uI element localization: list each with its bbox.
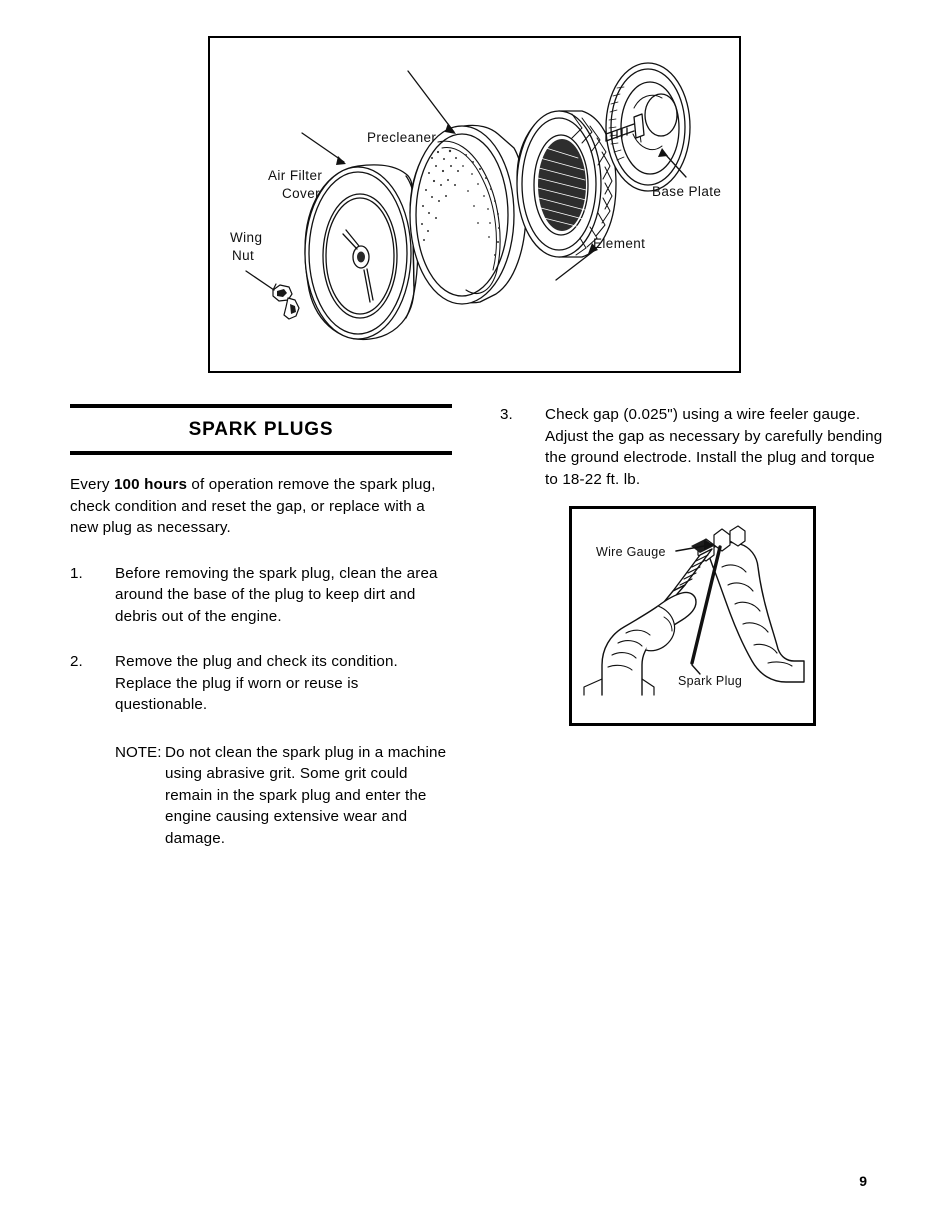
intro-bold-interval: 100 hours (113, 476, 188, 493)
left-column (70, 404, 452, 849)
air-filter-cover-part (305, 165, 418, 340)
list-item (500, 404, 890, 490)
right-column (500, 404, 890, 490)
label-wire-gauge: Wire Gauge (596, 545, 666, 559)
air-filter-diagram-frame (208, 36, 741, 373)
spark-plug-leader (692, 665, 700, 674)
wing-nut-leader (246, 271, 274, 290)
label-base-plate: Base Plate (652, 184, 722, 199)
list-item-number: 2. (70, 653, 83, 670)
wing-nut-part (273, 284, 299, 319)
label-element: Element (593, 236, 646, 251)
list-item (70, 563, 452, 628)
intro-paragraph (70, 474, 452, 539)
list-item-number: 3. (500, 406, 513, 423)
page-title: SPARK PLUGS (188, 419, 334, 440)
air-filter-exploded-view-drawing (210, 38, 739, 371)
intro-text-before-bold: Every (70, 476, 114, 493)
precleaner-part (410, 125, 526, 304)
right-hand (708, 542, 804, 682)
heading-rule-top (70, 404, 452, 408)
note-label: NOTE: (115, 743, 162, 761)
label-wing-nut-line1: Wing (230, 230, 263, 245)
note-block (115, 742, 452, 850)
note-text: Do not clean the spark plug in a machine using abrasive grit. Some grit could remain in the spark plug and enter the engine causing extensive wear and damage. (165, 743, 447, 847)
label-air-filter-cover-line2: Cover (282, 186, 321, 201)
label-wing-nut-line2: Nut (232, 248, 255, 263)
list-item-text: Remove the plug and check its condition. Replace the plug if worn or reuse is questionable. (115, 653, 398, 713)
base-plate-part (606, 63, 690, 191)
label-precleaner: Precleaner (367, 130, 437, 145)
list-item (70, 651, 452, 716)
label-spark-plug: Spark Plug (678, 674, 743, 688)
spark-plug-diagram-frame (569, 506, 816, 726)
list-item-text: Check gap (0.025") using a wire feeler gauge. Adjust the gap as necessary by carefully bending the ground electrode. Install the plug and torque to 18-22 ft. lb. (545, 406, 883, 488)
label-air-filter-cover-line1: Air Filter (268, 168, 323, 183)
list-item-text: Before removing the spark plug, clean the area around the base of the plug to keep dirt and debris out of the engine. (115, 564, 438, 625)
intro-text-after-bold: of operation remove the spark plug, check condition and reset the gap, or replace with a new plug as necessary. (70, 476, 436, 536)
heading-rule-bottom (70, 451, 452, 455)
spark-plug-gap-check-drawing (572, 509, 813, 723)
page-number: 9 (859, 1173, 867, 1189)
precleaner-leader (408, 71, 454, 132)
list-item-number: 1. (70, 564, 83, 582)
